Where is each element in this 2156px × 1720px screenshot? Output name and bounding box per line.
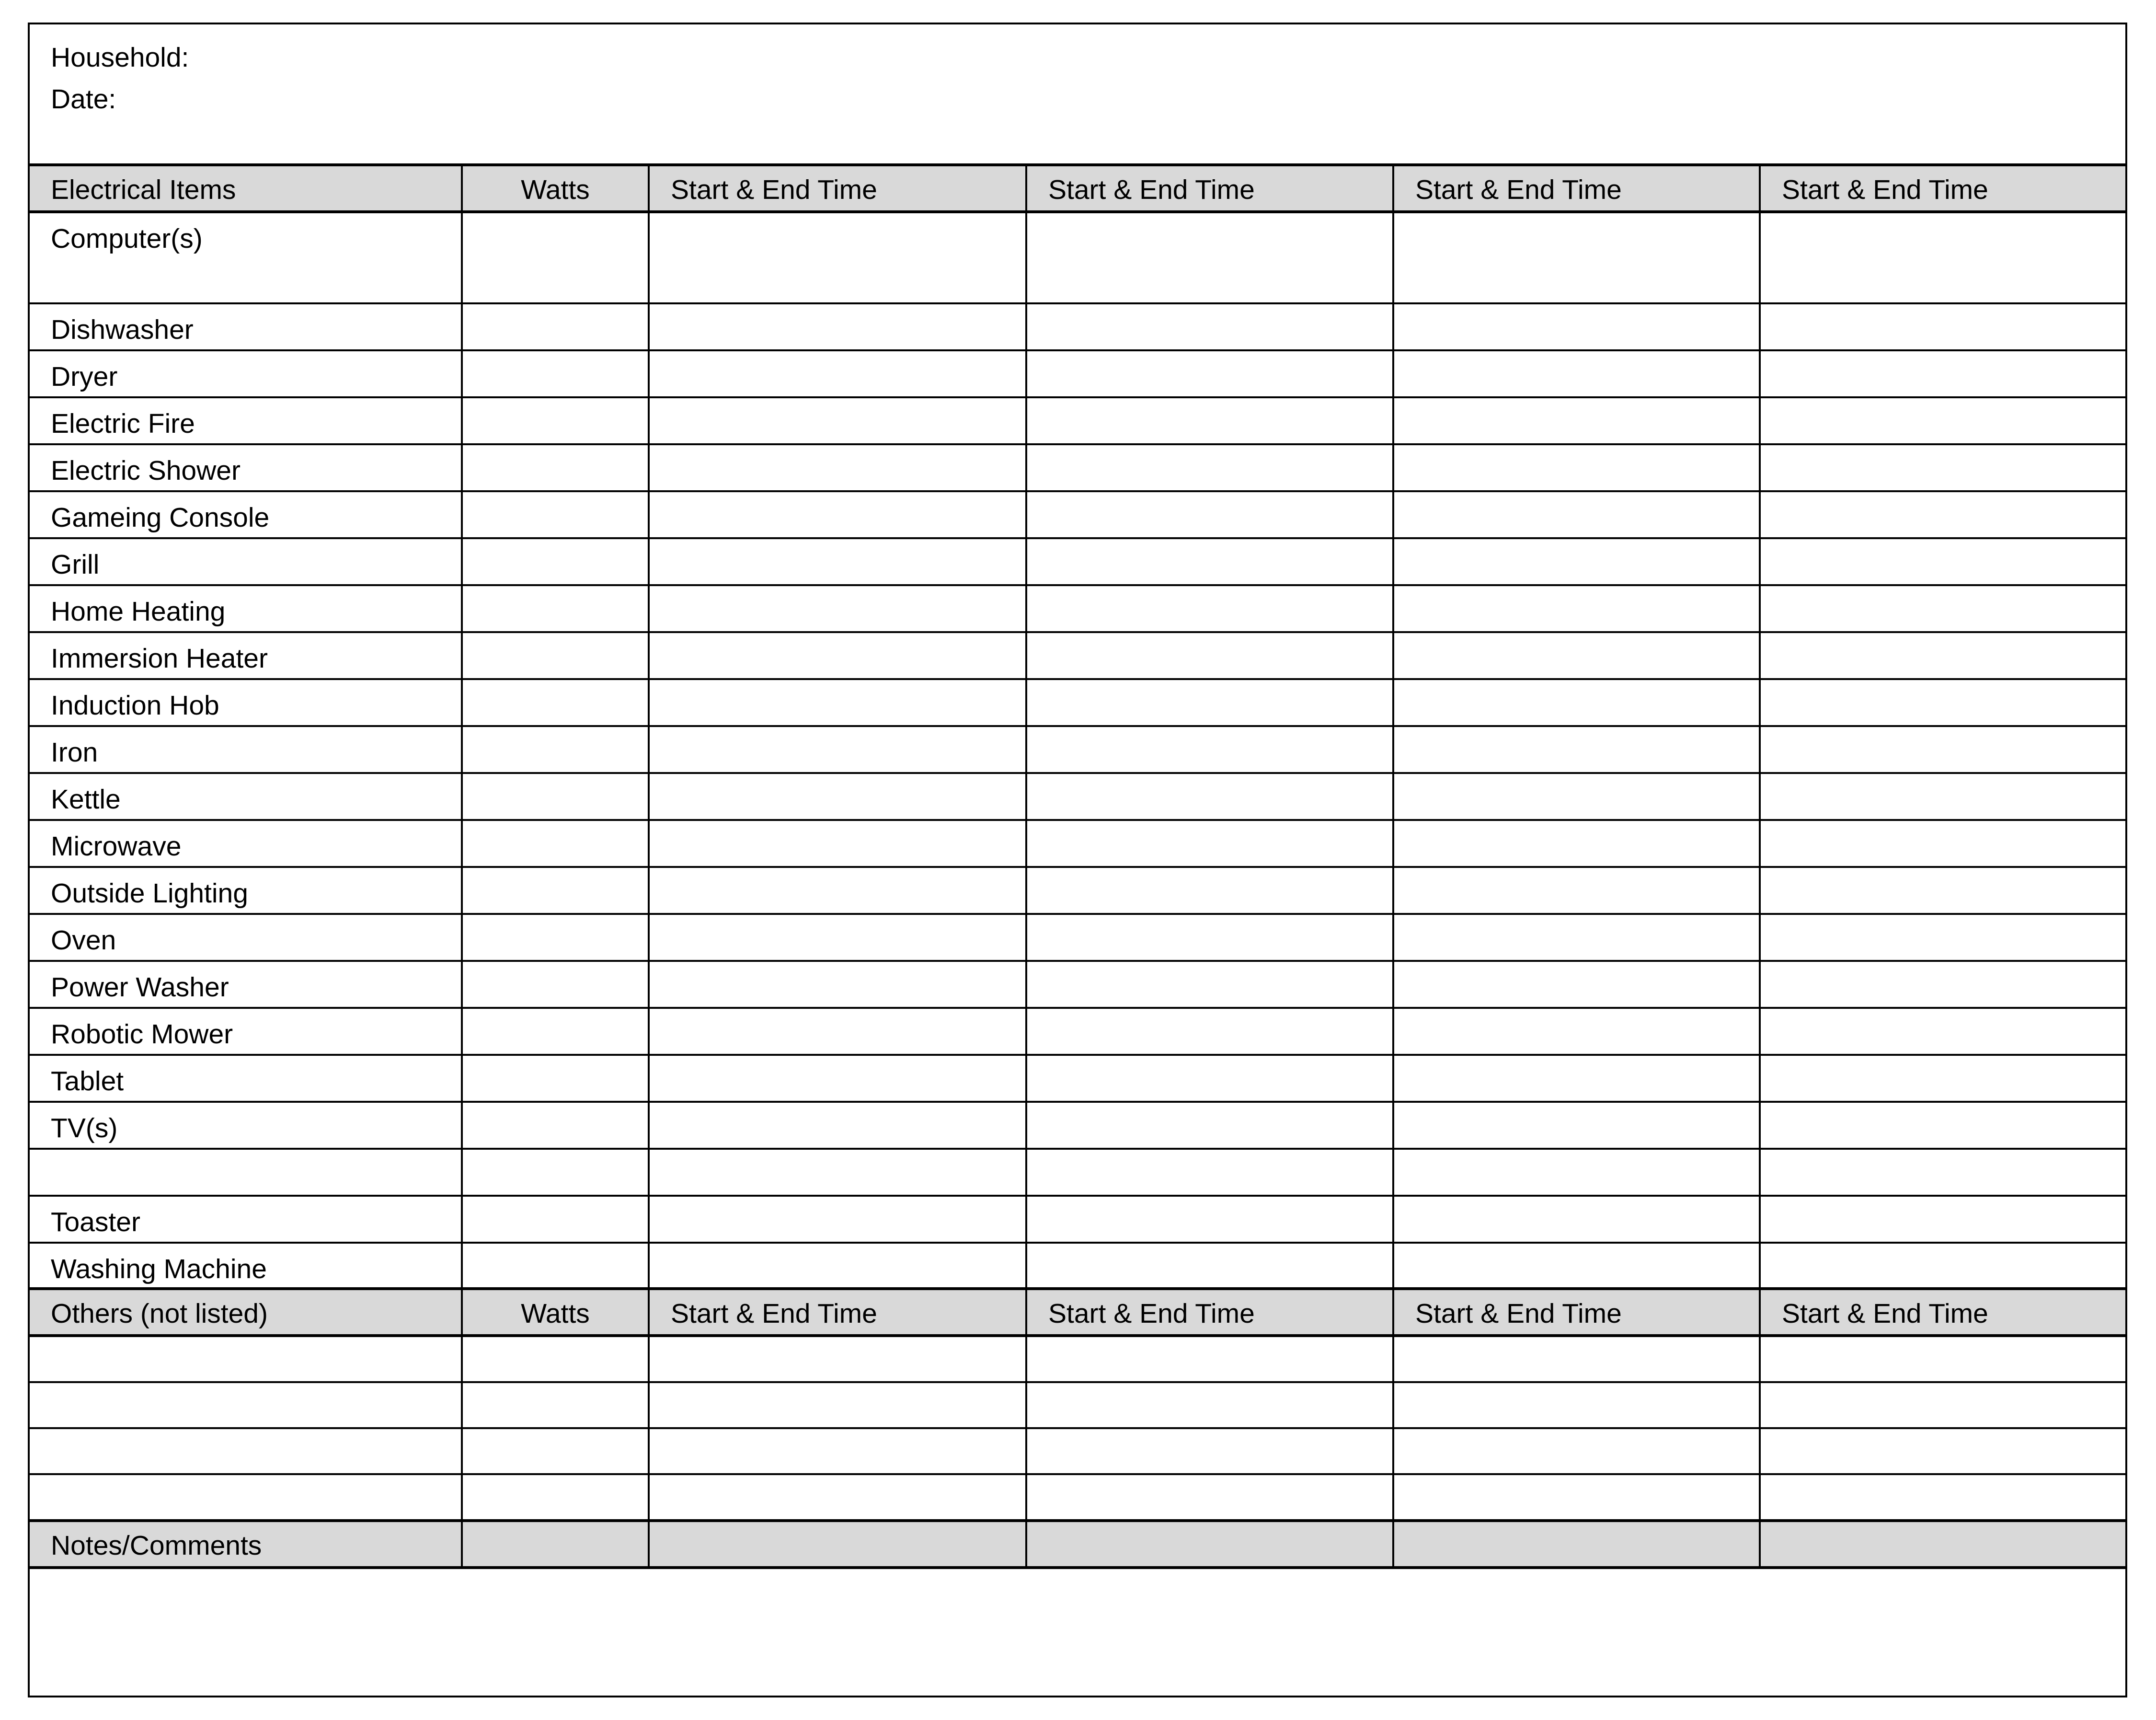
- main-header-row-time-label-1: Start & End Time: [648, 166, 1025, 210]
- item-row: [30, 304, 2125, 351]
- item-row: [30, 962, 2125, 1009]
- electricity-usage-worksheet: [28, 23, 2127, 1697]
- item-label-cell: Microwave: [51, 831, 182, 862]
- time-input-cell-3[interactable]: [1392, 633, 1759, 678]
- others-header-row-time-label-1: Start & End Time: [648, 1290, 1025, 1334]
- others-header-row-time-label-4: Start & End Time: [1759, 1290, 2125, 1334]
- watts-input-cell[interactable]: [461, 821, 648, 866]
- time-input-cell-1[interactable]: [648, 680, 1025, 725]
- item-label-cell: Oven: [51, 925, 116, 956]
- time-input-cell-4[interactable]: [1759, 774, 2125, 819]
- time-input-cell-2[interactable]: [1025, 1103, 1392, 1148]
- watts-input-cell[interactable]: [461, 1197, 648, 1242]
- time-input-cell-2[interactable]: [1025, 492, 1392, 537]
- time-input-cell-1[interactable]: [648, 1383, 1025, 1427]
- others-blank-row: [30, 1475, 2125, 1522]
- time-input-cell-4[interactable]: [1759, 1009, 2125, 1054]
- time-input-cell-1[interactable]: [648, 821, 1025, 866]
- watts-input-cell[interactable]: [461, 962, 648, 1007]
- notes-empty-cell: [1759, 1522, 2125, 1566]
- watts-input-cell[interactable]: [461, 774, 648, 819]
- time-input-cell-4[interactable]: [1759, 351, 2125, 396]
- item-row: [30, 1197, 2125, 1244]
- time-input-cell-1[interactable]: [648, 492, 1025, 537]
- item-row: [30, 351, 2125, 398]
- time-input-cell-1[interactable]: [648, 1429, 1025, 1473]
- item-label-cell: Outside Lighting: [51, 878, 248, 909]
- time-input-cell-3[interactable]: [1392, 915, 1759, 960]
- time-input-cell-3[interactable]: [1392, 1429, 1759, 1473]
- time-input-cell-2[interactable]: [1025, 1244, 1392, 1287]
- time-input-cell-1[interactable]: [648, 445, 1025, 490]
- watts-input-cell[interactable]: [461, 1337, 648, 1381]
- time-input-cell-4[interactable]: [1759, 492, 2125, 537]
- time-input-cell-3[interactable]: [1392, 445, 1759, 490]
- item-label-cell: Kettle: [51, 784, 121, 815]
- item-label-cell: Computer(s): [51, 223, 203, 254]
- time-input-cell-3[interactable]: [1392, 1150, 1759, 1195]
- time-input-cell-3[interactable]: [1392, 1197, 1759, 1242]
- item-row: [30, 213, 2125, 304]
- item-label-cell: Electric Fire: [51, 408, 195, 439]
- time-input-cell-4[interactable]: [1759, 539, 2125, 584]
- watts-input-cell[interactable]: [461, 398, 648, 443]
- item-label-cell: Dishwasher: [51, 314, 194, 345]
- time-input-cell-4[interactable]: [1759, 962, 2125, 1007]
- time-input-cell-2[interactable]: [1025, 586, 1392, 631]
- time-input-cell-2[interactable]: [1025, 398, 1392, 443]
- time-input-cell-4[interactable]: [1759, 727, 2125, 772]
- item-label-cell: Iron: [51, 737, 98, 768]
- watts-input-cell[interactable]: [461, 539, 648, 584]
- others-blank-row: [30, 1383, 2125, 1429]
- time-input-cell-3[interactable]: [1392, 821, 1759, 866]
- notes-empty-cell: [1025, 1522, 1392, 1566]
- time-input-cell-1[interactable]: [648, 1244, 1025, 1287]
- main-header-row-items-label: Electrical Items: [51, 174, 236, 205]
- item-row: [30, 915, 2125, 962]
- others-header-row-items-label: Others (not listed): [51, 1298, 268, 1329]
- main-header-row-time-label-4: Start & End Time: [1759, 166, 2125, 210]
- time-input-cell-3[interactable]: [1392, 1383, 1759, 1427]
- time-input-cell-1[interactable]: [648, 586, 1025, 631]
- item-label-cell: Washing Machine: [51, 1254, 267, 1284]
- item-label-cell: Electric Shower: [51, 455, 241, 486]
- time-input-cell-1[interactable]: [648, 1056, 1025, 1101]
- watts-input-cell[interactable]: [461, 1056, 648, 1101]
- other-item-input-cell[interactable]: [30, 1429, 461, 1473]
- item-label-cell: Gameing Console: [51, 502, 270, 533]
- item-row: [30, 1103, 2125, 1150]
- others-blank-row: [30, 1429, 2125, 1475]
- others-header-row-time-label-2: Start & End Time: [1025, 1290, 1392, 1334]
- time-input-cell-2[interactable]: [1025, 727, 1392, 772]
- watts-input-cell[interactable]: [461, 1103, 648, 1148]
- item-row: [30, 586, 2125, 633]
- time-input-cell-1[interactable]: [648, 962, 1025, 1007]
- time-input-cell-1[interactable]: [648, 1337, 1025, 1381]
- time-input-cell-2[interactable]: [1025, 915, 1392, 960]
- notes-empty-cell: [648, 1522, 1025, 1566]
- time-input-cell-1[interactable]: [648, 1150, 1025, 1195]
- item-label-cell: Home Heating: [51, 596, 226, 627]
- time-input-cell-2[interactable]: [1025, 304, 1392, 349]
- item-label-cell: Toaster: [51, 1207, 140, 1237]
- item-label-cell: Power Washer: [51, 972, 229, 1003]
- time-input-cell-2[interactable]: [1025, 445, 1392, 490]
- time-input-cell-4[interactable]: [1759, 1383, 2125, 1427]
- time-input-cell-3[interactable]: [1392, 492, 1759, 537]
- household-info-box: [30, 24, 2125, 166]
- time-input-cell-4[interactable]: [1759, 821, 2125, 866]
- time-input-cell-3[interactable]: [1392, 727, 1759, 772]
- time-input-cell-4[interactable]: [1759, 1103, 2125, 1148]
- time-input-cell-2[interactable]: [1025, 1475, 1392, 1519]
- item-label-cell: Tablet: [51, 1066, 124, 1097]
- item-label-cell: Induction Hob: [51, 690, 219, 721]
- item-row: [30, 398, 2125, 445]
- time-input-cell-4[interactable]: [1759, 1429, 2125, 1473]
- watts-input-cell[interactable]: [461, 351, 648, 396]
- item-row: [30, 633, 2125, 680]
- notes-header-row: [30, 1522, 2125, 1569]
- time-input-cell-3[interactable]: [1392, 539, 1759, 584]
- time-input-cell-2[interactable]: [1025, 868, 1392, 913]
- item-label-cell: [30, 1150, 461, 1195]
- other-item-input-cell[interactable]: [30, 1383, 461, 1427]
- time-input-cell-2[interactable]: [1025, 821, 1392, 866]
- time-input-cell-1[interactable]: [648, 304, 1025, 349]
- time-input-cell-2[interactable]: [1025, 1150, 1392, 1195]
- item-row: [30, 821, 2125, 868]
- time-input-cell-4[interactable]: [1759, 915, 2125, 960]
- time-input-cell-3[interactable]: [1392, 1009, 1759, 1054]
- item-label-cell: TV(s): [51, 1113, 118, 1143]
- time-input-cell-2[interactable]: [1025, 1383, 1392, 1427]
- time-input-cell-2[interactable]: [1025, 1009, 1392, 1054]
- time-input-cell-1[interactable]: [648, 727, 1025, 772]
- others-header-row-time-label-3: Start & End Time: [1392, 1290, 1759, 1334]
- time-input-cell-1[interactable]: [648, 1197, 1025, 1242]
- item-label-cell: Dryer: [51, 361, 118, 392]
- watts-input-cell[interactable]: [461, 727, 648, 772]
- time-input-cell-2[interactable]: [1025, 1429, 1392, 1473]
- watts-input-cell[interactable]: [461, 1009, 648, 1054]
- main-header-row-watts-label: Watts: [461, 166, 648, 210]
- item-row: [30, 1009, 2125, 1056]
- time-input-cell-1[interactable]: [648, 774, 1025, 819]
- time-input-cell-2[interactable]: [1025, 774, 1392, 819]
- time-input-cell-4[interactable]: [1759, 868, 2125, 913]
- notes-empty-cell: [461, 1522, 648, 1566]
- item-row: [30, 868, 2125, 915]
- others-blank-row: [30, 1337, 2125, 1383]
- time-input-cell-3[interactable]: [1392, 1056, 1759, 1101]
- time-input-cell-1[interactable]: [648, 398, 1025, 443]
- time-input-cell-2[interactable]: [1025, 1197, 1392, 1242]
- other-item-input-cell[interactable]: [30, 1475, 461, 1519]
- time-input-cell-1[interactable]: [648, 868, 1025, 913]
- time-input-cell-1[interactable]: [648, 213, 1025, 302]
- date-label: Date:: [51, 84, 116, 115]
- time-input-cell-4[interactable]: [1759, 213, 2125, 302]
- time-input-cell-1[interactable]: [648, 351, 1025, 396]
- time-input-cell-1[interactable]: [648, 539, 1025, 584]
- time-input-cell-1[interactable]: [648, 633, 1025, 678]
- watts-input-cell[interactable]: [461, 492, 648, 537]
- item-label-cell: Grill: [51, 549, 100, 580]
- item-row: [30, 680, 2125, 727]
- main-header-row-time-label-3: Start & End Time: [1392, 166, 1759, 210]
- others-header-row-watts-label: Watts: [461, 1290, 648, 1334]
- time-input-cell-1[interactable]: [648, 915, 1025, 960]
- item-row: [30, 1056, 2125, 1103]
- time-input-cell-4[interactable]: [1759, 1150, 2125, 1195]
- time-input-cell-4[interactable]: [1759, 680, 2125, 725]
- other-item-input-cell[interactable]: [30, 1337, 461, 1381]
- item-row: [30, 727, 2125, 774]
- blank-item-row: [30, 1150, 2125, 1197]
- notes-empty-cell: [1392, 1522, 1759, 1566]
- time-input-cell-4[interactable]: [1759, 1244, 2125, 1287]
- time-input-cell-4[interactable]: [1759, 1197, 2125, 1242]
- item-label-cell: Robotic Mower: [51, 1019, 233, 1050]
- watts-input-cell[interactable]: [461, 915, 648, 960]
- time-input-cell-2[interactable]: [1025, 1056, 1392, 1101]
- item-label-cell: Immersion Heater: [51, 643, 268, 674]
- time-input-cell-3[interactable]: [1392, 962, 1759, 1007]
- item-row: [30, 539, 2125, 586]
- time-input-cell-3[interactable]: [1392, 304, 1759, 349]
- time-input-cell-3[interactable]: [1392, 1244, 1759, 1287]
- time-input-cell-4[interactable]: [1759, 1475, 2125, 1519]
- time-input-cell-2[interactable]: [1025, 1337, 1392, 1381]
- time-input-cell-1[interactable]: [648, 1475, 1025, 1519]
- time-input-cell-3[interactable]: [1392, 1103, 1759, 1148]
- watts-input-cell[interactable]: [461, 868, 648, 913]
- time-input-cell-3[interactable]: [1392, 774, 1759, 819]
- main-header-row: [30, 166, 2125, 213]
- time-input-cell-3[interactable]: [1392, 213, 1759, 302]
- watts-input-cell[interactable]: [461, 586, 648, 631]
- time-input-cell-4[interactable]: [1759, 1337, 2125, 1381]
- household-label: Household:: [51, 42, 189, 73]
- time-input-cell-3[interactable]: [1392, 398, 1759, 443]
- watts-input-cell[interactable]: [461, 1429, 648, 1473]
- watts-input-cell[interactable]: [461, 213, 648, 302]
- time-input-cell-1[interactable]: [648, 1009, 1025, 1054]
- item-row: [30, 445, 2125, 492]
- time-input-cell-2[interactable]: [1025, 633, 1392, 678]
- time-input-cell-1[interactable]: [648, 1103, 1025, 1148]
- item-row: [30, 1244, 2125, 1290]
- time-input-cell-2[interactable]: [1025, 962, 1392, 1007]
- others-header-row: [30, 1290, 2125, 1337]
- time-input-cell-3[interactable]: [1392, 1337, 1759, 1381]
- time-input-cell-4[interactable]: [1759, 304, 2125, 349]
- watts-input-cell[interactable]: [461, 680, 648, 725]
- time-input-cell-3[interactable]: [1392, 586, 1759, 631]
- item-row: [30, 774, 2125, 821]
- watts-input-cell[interactable]: [461, 1383, 648, 1427]
- item-row: [30, 492, 2125, 539]
- time-input-cell-3[interactable]: [1392, 1475, 1759, 1519]
- time-input-cell-3[interactable]: [1392, 868, 1759, 913]
- watts-input-cell[interactable]: [461, 1150, 648, 1195]
- watts-input-cell[interactable]: [461, 304, 648, 349]
- time-input-cell-3[interactable]: [1392, 351, 1759, 396]
- watts-input-cell[interactable]: [461, 1475, 648, 1519]
- time-input-cell-4[interactable]: [1759, 586, 2125, 631]
- time-input-cell-4[interactable]: [1759, 398, 2125, 443]
- time-input-cell-4[interactable]: [1759, 633, 2125, 678]
- watts-input-cell[interactable]: [461, 633, 648, 678]
- notes-label-cell: Notes/Comments: [51, 1530, 262, 1561]
- time-input-cell-2[interactable]: [1025, 539, 1392, 584]
- table-body: [30, 166, 2125, 1569]
- main-header-row-time-label-2: Start & End Time: [1025, 166, 1392, 210]
- time-input-cell-3[interactable]: [1392, 680, 1759, 725]
- time-input-cell-2[interactable]: [1025, 213, 1392, 302]
- time-input-cell-2[interactable]: [1025, 680, 1392, 725]
- time-input-cell-2[interactable]: [1025, 351, 1392, 396]
- time-input-cell-4[interactable]: [1759, 445, 2125, 490]
- watts-input-cell[interactable]: [461, 445, 648, 490]
- watts-input-cell[interactable]: [461, 1244, 648, 1287]
- time-input-cell-4[interactable]: [1759, 1056, 2125, 1101]
